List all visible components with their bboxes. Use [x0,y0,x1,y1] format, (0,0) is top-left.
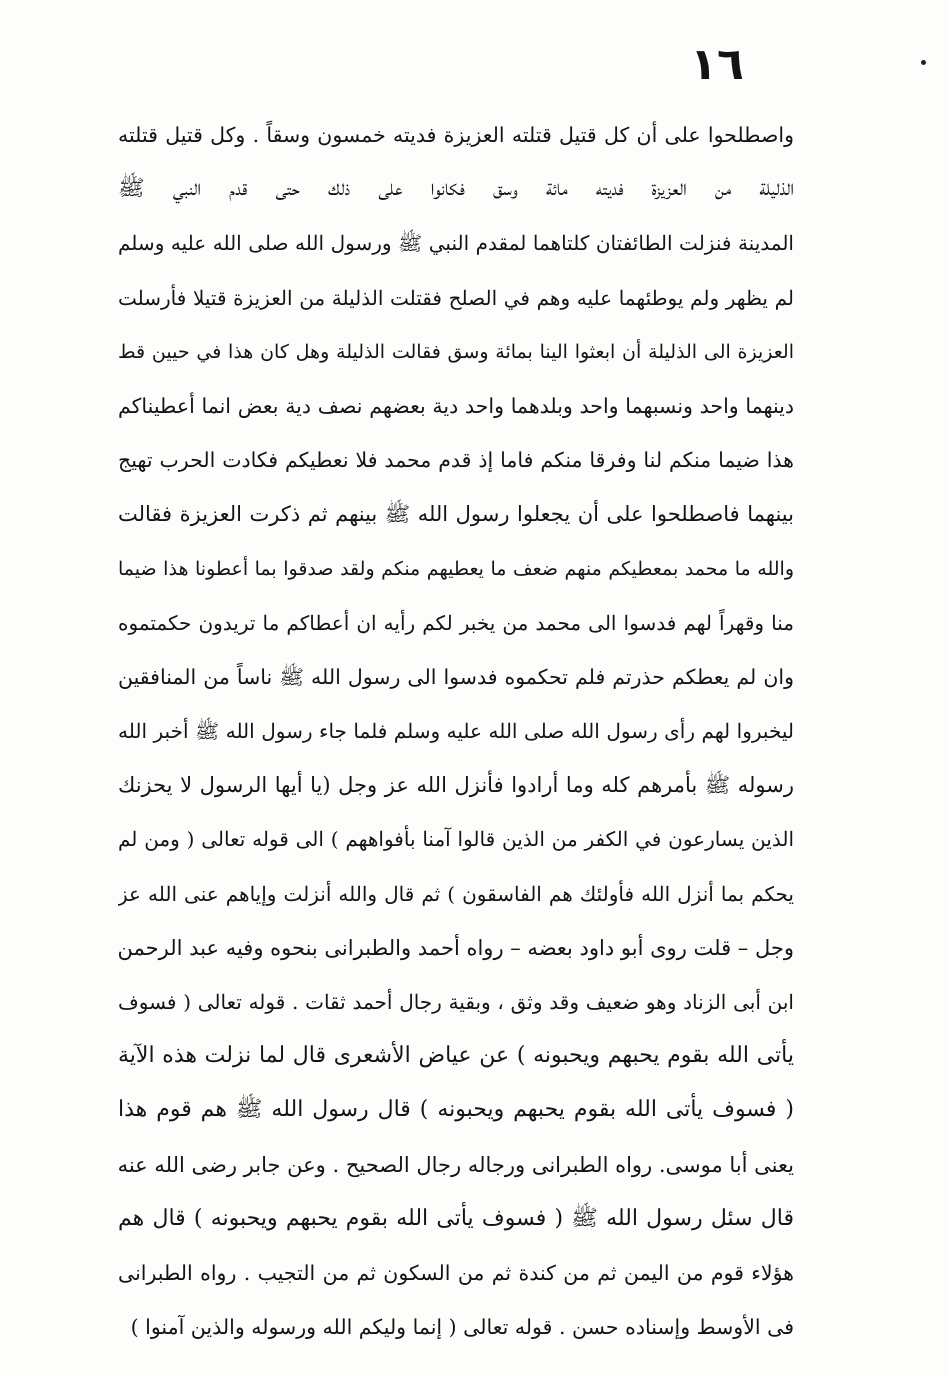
text-line: ابن أبى الزناد وهو ضعيف وقد وثق ، وبقية رجال أحمد ثقات . قوله تعالى ( فسوف [118,990,794,1014]
text-line: الذليلة من العزيزة فديته مائة وسق فكانوا على ذلك حتى قدم النبي ﷺ [118,176,794,202]
text-line: هؤلاء قوم من اليمن ثم من كندة ثم من السكون ثم من التجيب . رواه الطبرانى [118,1260,794,1285]
text-line: بينهما فاصطلحوا على أن يجعلوا رسول الله ﷺ بينهم ثم ذكرت العزيزة فقالت [118,502,794,527]
text-line: يعنى أبا موسى. رواه الطبرانى ورجاله رجال الصحيح . وعن جابر رضى الله عنه [118,1152,794,1177]
text-line: قال سئل رسول الله ﷺ ( فسوف يأتى الله بقوم يحبهم ويحبونه ) قال هم [118,1205,794,1231]
text-line: ( فسوف يأتى الله بقوم يحبهم ويحبونه ) قال رسول الله ﷺ هم قوم هذا [118,1097,794,1123]
text-line: منا وقهراً لهم فدسوا الى محمد من يخبر لكم رأيه ان أعطاكم ما تريدون حكمتموه [118,610,794,635]
text-line: الذين يسارعون في الكفر من الذين قالوا آمنا بأفواههم ) الى قوله تعالى ( ومن لم [118,827,794,852]
page-number: ١٦ [690,39,744,90]
text-line: دينهما واحد ونسبهما واحد وبلدهما واحد دية بعضهم نصف دية بعض انما أعطيناكم [118,393,794,418]
text-line: وان لم يعطكم حذرتم فلم تحكموه فدسوا الى رسول الله ﷺ ناساً من المنافقين [118,664,794,689]
text-line: فى الأوسط وإسناده حسن . قوله تعالى ( إنما وليكم الله ورسوله والذين آمنوا ) [130,1315,794,1340]
margin-dot [921,60,926,65]
text-line: واصطلحوا على أن كل قتيل قتلته العزيزة فديته خمسون وسقاً . وكل قتيل قتلته [118,123,794,147]
text-line: العزيزة الى الذليلة أن ابعثوا الينا بمائة وسق فقالت الذليلة وهل كان هذا في حيين قط [118,340,794,363]
text-line: ليخبروا لهم رأى رسول الله صلى الله عليه وسلم فلما جاء رسول الله ﷺ أخبر الله [118,719,794,744]
text-line: وجل – قلت روى أبو داود بعضه – رواه أحمد والطبرانى بنحوه وفيه عبد الرحمن [118,935,794,960]
text-line: يأتى الله بقوم يحبهم ويحبونه ) عن عياض الأشعرى قال لما نزلت هذه الآية [118,1043,794,1069]
text-line: والله ما محمد بمعطيكم منهم ضعف ما يعطيهم منكم ولقد صدقوا بما أعطونا هذا ضيما [118,557,794,580]
text-line: يحكم بما أنزل الله فأولئك هم الفاسقون ) ثم قال والله أنزلت وإياهم عنى الله عز [118,881,794,906]
body-text [118,108,794,1354]
text-line: رسوله ﷺ بأمرهم كله وما أرادوا فأنزل الله عز وجل (يا أيها الرسول لا يحزنك [118,773,794,798]
text-line: هذا ضيما منكم لنا وفرقا منكم فاما إذ قدم محمد فلا نعطيكم فكادت الحرب تهيج [118,448,794,473]
text-line: المدينة فنزلت الطائفتان كلتاهما لمقدم النبي ﷺ ورسول الله صلى الله عليه وسلم [118,231,794,256]
text-line: لم يظهر ولم يوطئهما عليه وهم في الصلح فقتلت الذليلة من العزيزة قتيلا فأرسلت [118,285,794,310]
